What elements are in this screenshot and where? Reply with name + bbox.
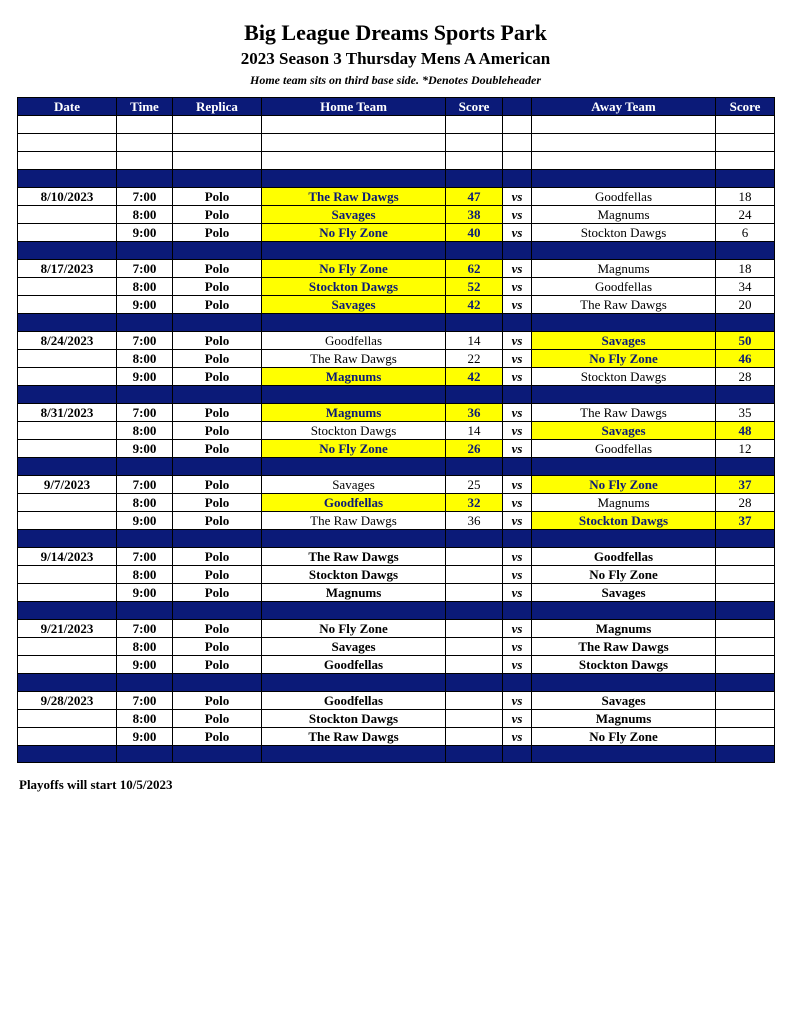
header-note: Home team sits on third base side. *Denotes Doubleheader [250,73,541,87]
game-row [18,260,775,278]
away-score [716,728,775,746]
away-score: 48 [716,422,775,440]
vs-label: vs [503,656,532,674]
playoffs-note: Playoffs will start 10/5/2023 [19,777,173,792]
game-date [18,728,117,746]
away-score: 37 [716,476,775,494]
page-header [0,20,791,88]
col-header-time: Time [117,98,173,116]
away-team: Magnums [532,206,716,224]
game-replica: Polo [173,368,262,386]
away-team: Magnums [532,620,716,638]
col-header-away-score: Score [716,98,775,116]
vs-label: vs [503,296,532,314]
game-replica: Polo [173,728,262,746]
game-time: 8:00 [117,710,173,728]
away-team: No Fly Zone [532,476,716,494]
col-header-away-team: Away Team [532,98,716,116]
vs-label: vs [503,188,532,206]
week-separator-row [18,314,775,332]
home-score: 32 [446,494,503,512]
home-team: Goodfellas [262,494,446,512]
away-score: 37 [716,512,775,530]
game-date [18,638,117,656]
vs-label: vs [503,332,532,350]
week-separator-row [18,242,775,260]
home-score: 42 [446,296,503,314]
home-team: Goodfellas [262,332,446,350]
away-score: 20 [716,296,775,314]
away-score: 12 [716,440,775,458]
game-date [18,710,117,728]
home-score: 14 [446,332,503,350]
away-team: The Raw Dawgs [532,296,716,314]
game-row [18,206,775,224]
week-separator-row [18,386,775,404]
vs-label: vs [503,224,532,242]
home-team: Stockton Dawgs [262,566,446,584]
home-score: 52 [446,278,503,296]
game-time: 8:00 [117,278,173,296]
game-time: 8:00 [117,206,173,224]
away-score [716,692,775,710]
game-replica: Polo [173,278,262,296]
away-team: Goodfellas [532,440,716,458]
game-replica: Polo [173,566,262,584]
vs-label: vs [503,584,532,602]
game-date [18,494,117,512]
home-team: The Raw Dawgs [262,350,446,368]
game-time: 7:00 [117,188,173,206]
away-score [716,566,775,584]
home-team: Savages [262,476,446,494]
away-team: Savages [532,584,716,602]
vs-label: vs [503,548,532,566]
game-replica: Polo [173,404,262,422]
game-row [18,692,775,710]
away-score: 18 [716,260,775,278]
game-row [18,620,775,638]
game-row [18,548,775,566]
away-team: Magnums [532,710,716,728]
game-date [18,224,117,242]
game-replica: Polo [173,440,262,458]
home-score [446,710,503,728]
home-score: 36 [446,512,503,530]
away-team: Goodfellas [532,548,716,566]
game-row [18,350,775,368]
game-date: 9/7/2023 [18,476,117,494]
vs-label: vs [503,476,532,494]
game-row [18,278,775,296]
game-replica: Polo [173,710,262,728]
home-team: Magnums [262,404,446,422]
game-date [18,350,117,368]
week-separator-row [18,170,775,188]
week-separator-row [18,458,775,476]
away-team: Stockton Dawgs [532,656,716,674]
away-score: 50 [716,332,775,350]
away-team: The Raw Dawgs [532,404,716,422]
game-replica: Polo [173,206,262,224]
game-date [18,440,117,458]
away-team: The Raw Dawgs [532,638,716,656]
away-team: Goodfellas [532,278,716,296]
game-time: 7:00 [117,548,173,566]
vs-label: vs [503,512,532,530]
game-replica: Polo [173,692,262,710]
vs-label: vs [503,728,532,746]
game-time: 9:00 [117,440,173,458]
game-replica: Polo [173,620,262,638]
vs-label: vs [503,638,532,656]
table-header-row [18,98,775,116]
game-date [18,368,117,386]
col-header-vs [503,98,532,116]
schedule-body [18,116,775,763]
game-row [18,332,775,350]
home-team: Goodfellas [262,692,446,710]
home-score [446,566,503,584]
vs-label: vs [503,206,532,224]
col-header-home-score: Score [446,98,503,116]
home-score: 38 [446,206,503,224]
game-replica: Polo [173,548,262,566]
game-time: 9:00 [117,728,173,746]
home-score [446,584,503,602]
game-date: 9/21/2023 [18,620,117,638]
home-team: No Fly Zone [262,620,446,638]
away-score [716,584,775,602]
away-score [716,710,775,728]
game-date [18,278,117,296]
game-row [18,494,775,512]
game-replica: Polo [173,188,262,206]
home-score [446,620,503,638]
game-row [18,512,775,530]
game-replica: Polo [173,656,262,674]
game-row [18,710,775,728]
home-score: 40 [446,224,503,242]
game-date [18,512,117,530]
game-replica: Polo [173,512,262,530]
game-time: 7:00 [117,692,173,710]
game-row [18,368,775,386]
game-date: 9/28/2023 [18,692,117,710]
home-score: 25 [446,476,503,494]
game-row [18,476,775,494]
game-date: 8/24/2023 [18,332,117,350]
game-date: 8/10/2023 [18,188,117,206]
away-team: Savages [532,422,716,440]
away-score [716,620,775,638]
home-score: 47 [446,188,503,206]
away-team: Magnums [532,260,716,278]
home-team: Savages [262,206,446,224]
week-separator-row [18,530,775,548]
away-score: 28 [716,368,775,386]
vs-label: vs [503,494,532,512]
home-score: 36 [446,404,503,422]
game-time: 7:00 [117,404,173,422]
game-time: 8:00 [117,350,173,368]
game-date [18,656,117,674]
away-team: No Fly Zone [532,728,716,746]
week-separator-row [18,674,775,692]
game-row [18,566,775,584]
home-team: No Fly Zone [262,260,446,278]
home-team: Stockton Dawgs [262,710,446,728]
game-replica: Polo [173,584,262,602]
home-team: The Raw Dawgs [262,728,446,746]
game-replica: Polo [173,224,262,242]
vs-label: vs [503,692,532,710]
away-score: 46 [716,350,775,368]
game-replica: Polo [173,476,262,494]
game-time: 9:00 [117,584,173,602]
game-time: 8:00 [117,638,173,656]
game-replica: Polo [173,638,262,656]
blank-row [18,152,775,170]
game-row [18,422,775,440]
game-replica: Polo [173,494,262,512]
away-team: Goodfellas [532,188,716,206]
game-time: 7:00 [117,620,173,638]
home-score [446,656,503,674]
away-team: Stockton Dawgs [532,368,716,386]
away-score: 34 [716,278,775,296]
home-team: Magnums [262,368,446,386]
game-row [18,188,775,206]
home-score: 14 [446,422,503,440]
home-team: No Fly Zone [262,224,446,242]
game-replica: Polo [173,296,262,314]
home-score: 26 [446,440,503,458]
away-score: 24 [716,206,775,224]
game-time: 8:00 [117,422,173,440]
vs-label: vs [503,404,532,422]
game-row [18,656,775,674]
game-row [18,404,775,422]
away-team: Stockton Dawgs [532,224,716,242]
home-team: No Fly Zone [262,440,446,458]
away-score [716,548,775,566]
home-team: The Raw Dawgs [262,548,446,566]
home-team: The Raw Dawgs [262,188,446,206]
home-score [446,638,503,656]
home-team: Savages [262,638,446,656]
page-subtitle: 2023 Season 3 Thursday Mens A American [240,49,551,68]
home-score: 22 [446,350,503,368]
vs-label: vs [503,440,532,458]
game-row [18,728,775,746]
game-date: 9/14/2023 [18,548,117,566]
home-score [446,548,503,566]
game-replica: Polo [173,332,262,350]
home-team: Magnums [262,584,446,602]
away-team: Savages [532,692,716,710]
week-separator-row [18,602,775,620]
game-time: 9:00 [117,656,173,674]
home-score [446,692,503,710]
game-row [18,296,775,314]
game-time: 7:00 [117,332,173,350]
vs-label: vs [503,620,532,638]
away-score: 28 [716,494,775,512]
game-time: 9:00 [117,224,173,242]
game-date [18,206,117,224]
home-team: Goodfellas [262,656,446,674]
week-separator-row [18,746,775,763]
game-replica: Polo [173,350,262,368]
game-row [18,224,775,242]
game-date [18,584,117,602]
game-time: 9:00 [117,368,173,386]
game-time: 8:00 [117,494,173,512]
blank-row [18,134,775,152]
game-replica: Polo [173,260,262,278]
col-header-replica: Replica [173,98,262,116]
home-team: Stockton Dawgs [262,278,446,296]
home-team: Savages [262,296,446,314]
vs-label: vs [503,260,532,278]
game-row [18,584,775,602]
game-time: 7:00 [117,476,173,494]
schedule-table [17,97,775,763]
home-score [446,728,503,746]
home-team: The Raw Dawgs [262,512,446,530]
vs-label: vs [503,278,532,296]
vs-label: vs [503,350,532,368]
game-time: 9:00 [117,512,173,530]
game-date [18,566,117,584]
page-title: Big League Dreams Sports Park [244,20,547,45]
away-score [716,638,775,656]
away-score [716,656,775,674]
away-score: 18 [716,188,775,206]
game-time: 7:00 [117,260,173,278]
game-date [18,422,117,440]
game-time: 9:00 [117,296,173,314]
vs-label: vs [503,710,532,728]
vs-label: vs [503,422,532,440]
home-score: 42 [446,368,503,386]
away-team: Stockton Dawgs [532,512,716,530]
game-date: 8/17/2023 [18,260,117,278]
vs-label: vs [503,566,532,584]
away-team: Magnums [532,494,716,512]
game-date [18,296,117,314]
vs-label: vs [503,368,532,386]
away-team: No Fly Zone [532,350,716,368]
col-header-home-team: Home Team [262,98,446,116]
away-team: Savages [532,332,716,350]
away-score: 6 [716,224,775,242]
col-header-date: Date [18,98,117,116]
blank-row [18,116,775,134]
game-row [18,440,775,458]
away-team: No Fly Zone [532,566,716,584]
away-score: 35 [716,404,775,422]
game-replica: Polo [173,422,262,440]
game-time: 8:00 [117,566,173,584]
home-score: 62 [446,260,503,278]
game-row [18,638,775,656]
game-date: 8/31/2023 [18,404,117,422]
home-team: Stockton Dawgs [262,422,446,440]
